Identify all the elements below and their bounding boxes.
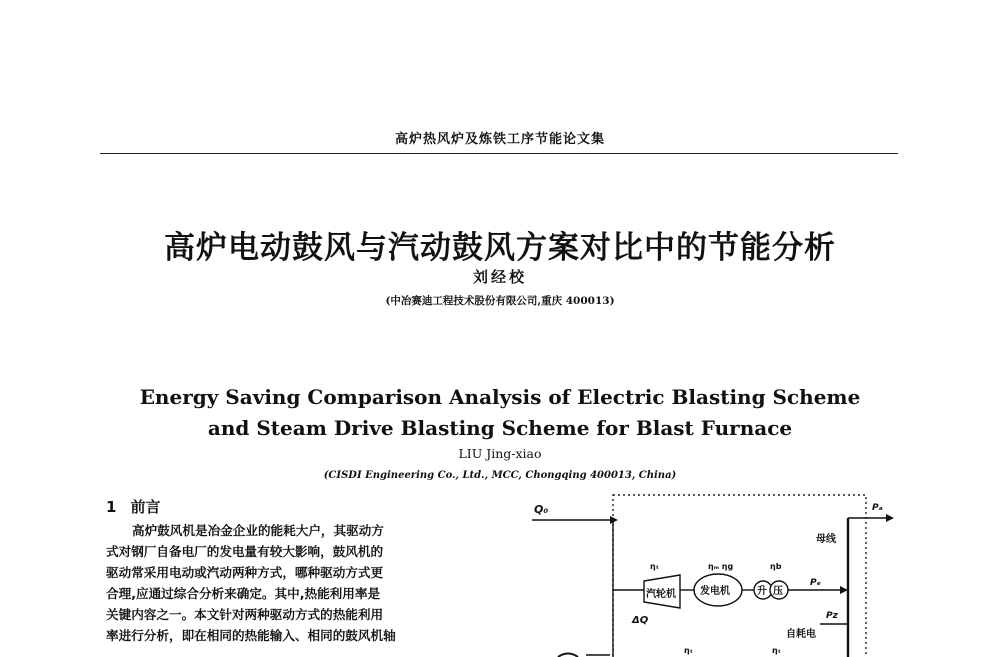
- eta-bottom-label-2: ηₜ: [772, 646, 781, 655]
- paper-title-en-line1: Energy Saving Comparison Analysis of Electric Blasting Scheme: [139, 385, 861, 409]
- paper-title-en: [0, 382, 1000, 444]
- body-line: 高炉鼓风机是冶金企业的能耗大户，其驱动方: [132, 523, 384, 538]
- author-cn: 刘经校: [472, 268, 527, 286]
- eta-mg-label: ηₘ ηg: [708, 562, 734, 571]
- body-line: 驱动常采用电动或汽动两种方式，哪种驱动方式更: [106, 565, 384, 580]
- body-line: 合理,应通过综合分析来确定。其中,热能利用率是: [106, 586, 381, 601]
- q0-arrowhead: [610, 516, 618, 524]
- section-title: 前言: [130, 498, 161, 516]
- paper-title-en-line2: and Steam Drive Blasting Scheme for Blast Furnace: [207, 416, 793, 440]
- energy-flow-diagram: [520, 490, 900, 657]
- eta-bottom-label-1: ηₜ: [684, 646, 693, 655]
- section-heading: [106, 496, 160, 517]
- lower-shape-fragment: [558, 654, 578, 657]
- section-number: 1: [106, 498, 117, 516]
- transformer-label-2: 压: [773, 586, 783, 597]
- pe-label: Pₑ: [810, 578, 821, 588]
- affiliation-cn: (中冶赛迪工程技术股份有限公司,重庆 400013): [385, 295, 615, 307]
- self-use-label: 自耗电: [786, 629, 816, 640]
- body-line: 关键内容之一。本文针对两种驱动方式的热能利用: [106, 607, 384, 622]
- pa-arrowhead: [886, 514, 894, 522]
- body-line: 式对钢厂自备电厂的发电量有较大影响，鼓风机的: [106, 544, 384, 559]
- author-en: LIU Jing-xiao: [458, 446, 542, 461]
- affiliation-en: (CISDI Engineering Co., Ltd., MCC, Chongqing 400013, China): [323, 470, 677, 481]
- q0-label: Q₀: [534, 503, 549, 516]
- generator-label: 发电机: [700, 586, 730, 597]
- pz-label: Pz: [826, 611, 838, 621]
- turbine-label: 汽轮机: [646, 589, 676, 600]
- running-header: 高炉热风炉及炼铁工序节能论文集: [394, 132, 605, 147]
- busbar-label: 母线: [816, 534, 836, 545]
- paper-title-cn: 高炉电动鼓风与汽动鼓风方案对比中的节能分析: [164, 230, 836, 266]
- header-rule: [100, 153, 898, 154]
- body-line: 率进行分析，即在相同的热能输入、相同的鼓风机轴: [106, 628, 396, 643]
- system-boundary: [613, 495, 866, 657]
- dq-label: ΔQ: [632, 615, 649, 626]
- pa-label: Pₐ: [872, 503, 883, 513]
- transformer-label-1: 升: [757, 586, 767, 597]
- eta-t-label: ηₜ: [650, 562, 659, 571]
- section-body: [106, 520, 490, 646]
- eta-b-label: ηb: [770, 562, 782, 571]
